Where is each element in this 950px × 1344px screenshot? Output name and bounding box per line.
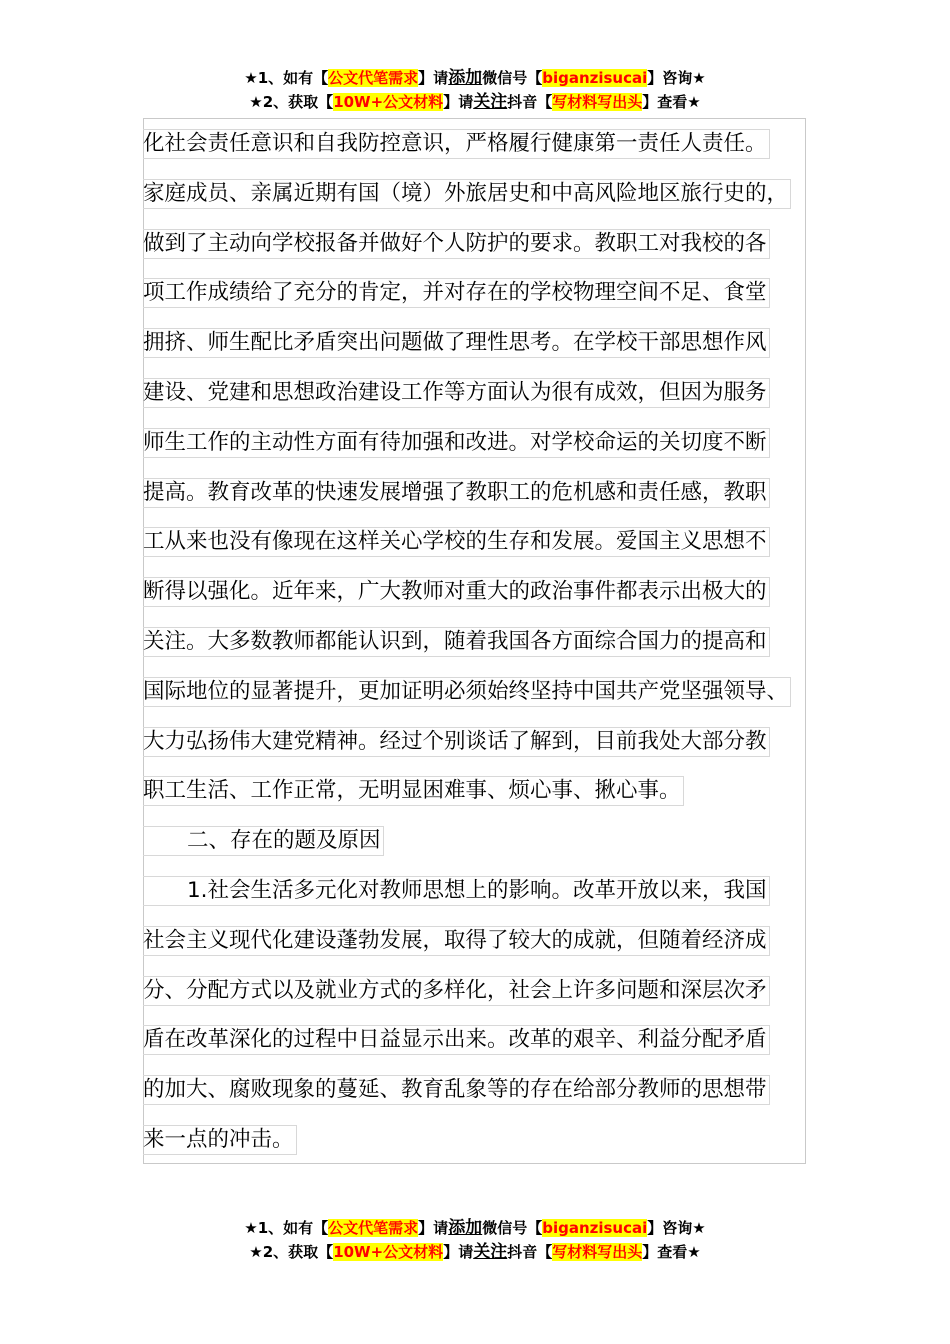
text-line-content: 关注。大多数教师都能认识到，随着我国各方面综合国力的提高和 (143, 627, 770, 657)
text-line-content: 项工作成绩给了充分的肯定，并对存在的学校物理空间不足、食堂 (143, 278, 770, 308)
text-line (143, 671, 823, 721)
header-banner (0, 66, 950, 114)
banner-highlight: 写材料写出头 (552, 1243, 643, 1261)
banner-text: ★2、获取【 (249, 93, 334, 111)
text-line-content: 大力弘扬伟大建党精神。经过个别谈话了解到，目前我处大部分教 (143, 727, 770, 757)
banner-text: 微信号【 (482, 69, 543, 87)
section-heading (143, 820, 823, 870)
text-line-content: 家庭成员、亲属近期有国（境）外旅居史和中高风险地区旅行史的， (143, 179, 791, 209)
text-line (143, 621, 823, 671)
banner-text: 】查看★ (642, 93, 701, 111)
text-line (143, 1069, 823, 1119)
text-line-content: 1.社会生活多元化对教师思想上的影响。改革开放以来，我国 (143, 876, 770, 906)
banner-emphasis: 添加 (448, 1218, 483, 1238)
text-line-content: 建设、党建和思想政治建设工作等方面认为很有成效，但因为服务 (143, 378, 770, 408)
banner-text: 微信号【 (482, 1219, 543, 1237)
banner-highlight: 10W+公文材料 (333, 1243, 444, 1261)
text-line (143, 272, 823, 322)
banner-line-2 (0, 90, 950, 114)
text-line-content: 师生工作的主动性方面有待加强和改进。对学校命运的关切度不断 (143, 428, 770, 458)
document-body (143, 123, 823, 1169)
text-line (143, 472, 823, 522)
text-line-content: 工从来也没有像现在这样关心学校的生存和发展。爱国主义思想不 (143, 527, 770, 557)
banner-highlight: 公文代笔需求 (328, 1219, 419, 1237)
text-line-content: 的加大、腐败现象的蔓延、教育乱象等的存在给部分教师的思想带 (143, 1075, 770, 1105)
text-line-content: 提高。教育改革的快速发展增强了教职工的危机感和责任感，教职 (143, 478, 770, 508)
text-line (143, 322, 823, 372)
banner-line-2 (0, 1240, 950, 1264)
banner-text: 抖音【 (507, 1243, 553, 1261)
text-line (143, 123, 823, 173)
text-line (143, 521, 823, 571)
banner-text: ★1、如有【 (244, 69, 329, 87)
text-line-content: 拥挤、师生配比矛盾突出问题做了理性思考。在学校干部思想作风 (143, 328, 770, 358)
banner-text: 】请 (443, 93, 474, 111)
text-line (143, 920, 823, 970)
banner-text: ★2、获取【 (249, 1243, 334, 1261)
text-line-content: 化社会责任意识和自我防控意识，严格履行健康第一责任人责任。 (143, 129, 770, 159)
text-line (143, 970, 823, 1020)
banner-highlight: biganzisucai (542, 1219, 648, 1237)
banner-text: 】请 (443, 1243, 474, 1261)
text-line-content: 断得以强化。近年来，广大教师对重大的政治事件都表示出极大的 (143, 577, 770, 607)
banner-highlight: biganzisucai (542, 69, 648, 87)
text-line (143, 770, 823, 820)
banner-text: 】咨询★ (647, 1219, 706, 1237)
text-line (143, 721, 823, 771)
text-line (143, 870, 823, 920)
text-line (143, 372, 823, 422)
section-heading-text: 二、存在的题及原因 (143, 826, 384, 856)
text-line (143, 422, 823, 472)
banner-highlight: 公文代笔需求 (328, 69, 419, 87)
banner-emphasis: 添加 (448, 68, 483, 88)
banner-text: 抖音【 (507, 93, 553, 111)
text-line (143, 223, 823, 273)
text-line-content: 来一点的冲击。 (143, 1125, 297, 1155)
banner-line-1 (0, 1216, 950, 1240)
text-line (143, 1119, 823, 1169)
banner-text: 】查看★ (642, 1243, 701, 1261)
footer-banner (0, 1216, 950, 1264)
text-line-content: 做到了主动向学校报备并做好个人防护的要求。教职工对我校的各 (143, 229, 770, 259)
banner-text: 】请 (418, 1219, 449, 1237)
text-line-content: 社会主义现代化建设蓬勃发展，取得了较大的成就，但随着经济成 (143, 926, 770, 956)
banner-text: ★1、如有【 (244, 1219, 329, 1237)
text-line (143, 173, 823, 223)
banner-text: 】请 (418, 69, 449, 87)
text-line-content: 国际地位的显著提升，更加证明必须始终坚持中国共产党坚强领导、 (143, 677, 791, 707)
banner-emphasis: 关注 (473, 92, 508, 112)
banner-highlight: 写材料写出头 (552, 93, 643, 111)
banner-text: 】咨询★ (647, 69, 706, 87)
text-line-content: 盾在改革深化的过程中日益显示出来。改革的艰辛、利益分配矛盾 (143, 1025, 770, 1055)
banner-highlight: 10W+公文材料 (333, 93, 444, 111)
text-line (143, 1019, 823, 1069)
text-line (143, 571, 823, 621)
text-line-content: 分、分配方式以及就业方式的多样化，社会上许多问题和深层次矛 (143, 976, 770, 1006)
text-line-content: 职工生活、工作正常，无明显困难事、烦心事、揪心事。 (143, 776, 684, 806)
banner-line-1 (0, 66, 950, 90)
banner-emphasis: 关注 (473, 1242, 508, 1262)
